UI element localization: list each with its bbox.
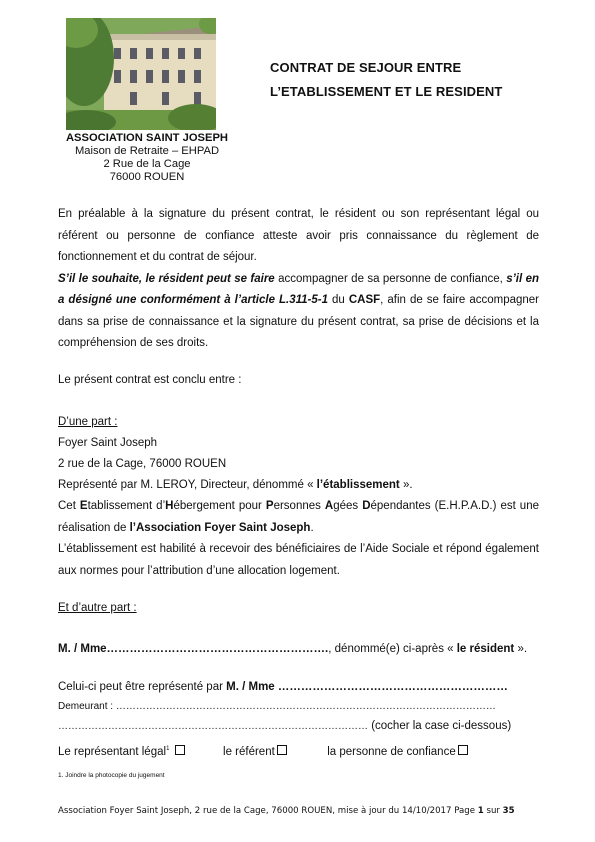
building-photo <box>66 18 216 130</box>
intro-text-3: du <box>328 294 349 306</box>
resident-text: , dénommé(e) ci-après « <box>328 643 457 655</box>
option-referent-label: le référent <box>223 746 275 758</box>
title-line-2: L’ETABLISSEMENT ET LE RESIDENT <box>270 84 503 99</box>
resident-label: le résident <box>456 643 515 655</box>
option-trusted-person-label: la personne de confiance <box>327 746 456 758</box>
desc-text-7: . <box>310 521 314 534</box>
desc-text-6: épendantes (E.H.P.A.D.) est une réalisation de <box>58 500 539 534</box>
desc-letter-a: A <box>324 500 334 512</box>
desc-letter-h: H <box>165 500 174 512</box>
checkbox-trusted-person[interactable] <box>458 745 468 755</box>
address-line-2 <box>58 720 511 732</box>
checkbox-referent[interactable] <box>277 745 287 755</box>
footnote-marker: 1 <box>166 746 170 753</box>
resident-line <box>58 643 527 655</box>
resident-text-end: ». <box>514 643 528 655</box>
intro-casf: CASF <box>348 294 381 306</box>
desc-letter-e: E <box>79 500 88 512</box>
org-subtitle: Maison de Retraite – EHPAD <box>74 145 220 157</box>
representative-options <box>58 745 468 758</box>
address-label: Demeurant : <box>58 701 116 712</box>
aide-sociale-text: L’établissement est habilité à recevoir des bénéficiaires de l’Aide Sociale et répond également aux normes pour l’attribution d’une allocation logement. <box>58 543 539 577</box>
option-legal-rep-label: Le représentant légal <box>58 746 167 758</box>
rep-text: Représenté par M. LEROY, Directeur, dénommé « <box>58 479 317 491</box>
desc-text-1: Cet <box>58 500 80 512</box>
party1-heading: D’une part : <box>58 416 118 428</box>
page-footer <box>58 806 538 816</box>
intro-bold-italic-1: S’il le souhaite, le résident peut se faire <box>58 272 275 285</box>
intro-paragraph <box>58 204 539 355</box>
footnote: 1. Joindre la photocopie du jugement <box>58 772 165 779</box>
representative-line <box>58 681 508 693</box>
rep-text-end: ». <box>399 479 413 491</box>
desc-letter-d: D <box>362 500 371 512</box>
desc-text-4: ersonnes <box>273 500 325 512</box>
desc-association: l’Association Foyer Saint Joseph <box>129 521 311 534</box>
representative-name-field[interactable]: M. / Mme …………………………………………………… <box>226 681 508 693</box>
contract-between: Le présent contrat est conclu entre : <box>58 374 242 386</box>
page-number: 1 <box>477 806 484 816</box>
party1-representative <box>58 479 413 491</box>
document-title <box>270 56 502 104</box>
intro-text: En préalable à la signature du présent contrat, le résident ou son représentant légal ou référent ou personne de confiance atteste avoir pris connaissance du règlement de fonctionnement et du contrat de séjour. <box>58 208 539 263</box>
party1-description <box>58 496 539 582</box>
footer-sep: sur <box>483 806 503 816</box>
party2-heading: Et d’autre part : <box>58 602 137 614</box>
desc-letter-p: P <box>265 500 274 512</box>
representative-text: Celui-ci peut être représenté par <box>58 681 227 693</box>
intro-bold-italic-2: s’il en a désigné une conformément à l’article L.311-5-1 <box>58 272 539 306</box>
org-street: 2 Rue de la Cage <box>103 158 191 170</box>
intro-text-4: , afin de se faire accompagner dans sa prise de connaissance et la signature du présent contrat, sa prise de décisions et la compréhension de ses droits. <box>58 294 540 349</box>
option-legal-rep[interactable] <box>58 746 185 758</box>
resident-name-field[interactable]: M. / Mme…………………………………………………. <box>58 643 329 655</box>
desc-text-2: tablissement d’ <box>87 500 166 512</box>
option-referent[interactable] <box>223 746 287 758</box>
title-line-1: CONTRAT DE SEJOUR ENTRE <box>270 60 462 75</box>
org-name: ASSOCIATION SAINT JOSEPH <box>65 132 229 144</box>
address-line <box>58 701 496 712</box>
party1-address: 2 rue de la Cage, 76000 ROUEN <box>58 458 227 470</box>
checkbox-legal-rep[interactable] <box>175 745 185 755</box>
desc-text-5: gées <box>333 500 363 512</box>
organization-block <box>52 132 242 184</box>
org-city: 76000 ROUEN <box>109 171 185 183</box>
address-field[interactable]: …………………………………………………………………………………………………… <box>115 701 496 712</box>
desc-text-3: ébergement pour <box>173 500 266 512</box>
check-note: (cocher la case ci-dessous) <box>368 720 512 732</box>
rep-establishment: l’établissement <box>316 479 400 491</box>
page-total: 35 <box>502 806 515 816</box>
intro-text-2: accompagner de sa personne de confiance, <box>274 272 507 285</box>
footer-text: Association Foyer Saint Joseph, 2 rue de la Cage, 76000 ROUEN, mise à jour du 14/10/2017 Page <box>58 806 478 816</box>
party1-name: Foyer Saint Joseph <box>58 437 158 449</box>
option-trusted-person[interactable] <box>327 746 468 758</box>
address-field-2[interactable]: ………………………………………………………………………………… <box>58 721 368 732</box>
